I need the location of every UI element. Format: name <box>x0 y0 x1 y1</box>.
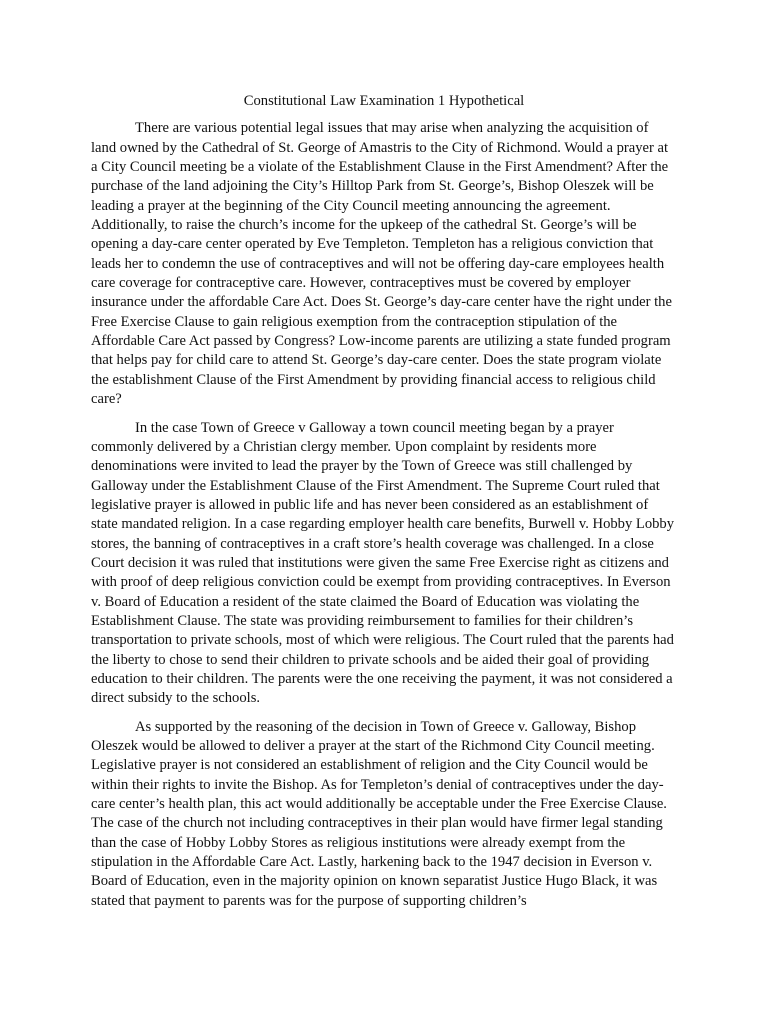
paragraph-intro: There are various potential legal issues that may arise when analyzing the acquisition of land owned by the Cathedral of St. George of Amastris to the City of Richmond. Would a prayer at a City Council meeting be a violate of the Establishment Clause in the First Amendment? After the purchase of the land adjoining the City’s Hilltop Park from St. George’s, Bishop Oleszek will be leading a prayer at the beginning of the City Council meeting announcing the agreement. Additionally, to raise the church’s income for the upkeep of the cathedral St. George’s will be opening a day-care center operated by Eve Templeton. Templeton has a religious conviction that leads her to condemn the use of contraceptives and will not be offering day-care employees health care coverage for contraceptive care. However, contraceptives must be covered by employer insurance under the affordable Care Act. Does St. George’s day-care center have the right under the Free Exercise Clause to gain religious exemption from the contraception stipulation of the Affordable Care Act passed by Congress? Low-income parents are utilizing a state funded program that helps pay for child care to attend St. George’s day-care center. Does the state program violate the establishment Clause of the First Amendment by providing financial access to religious child care? <box>91 120 672 408</box>
document-page <box>91 92 677 920</box>
paragraph-case-law: In the case Town of Greece v Galloway a town council meeting began by a prayer commonly delivered by a Christian clergy member. Upon complaint by residents more denominations were invited to lead the prayer by the Town of Greece was still challenged by Galloway under the Establishment Clause of the First Amendment. The Supreme Court ruled that legislative prayer is allowed in public life and has never been considered as an establishment of state mandated religion. In a case regarding employer health care benefits, Burwell v. Hobby Lobby stores, the banning of contraceptives in a craft store’s health coverage was challenged. In a close Court decision it was ruled that institutions were given the same Free Exercise right as citizens and with proof of deep religious conviction could be exempt from providing contraceptives. In Everson v. Board of Education a resident of the state claimed the Board of Education was violating the Establishment Clause. The state was providing reimbursement to families for their children’s transportation to private schools, most of which were religious. The Court ruled that the parents had the liberty to chose to send their children to private schools and be aided their goal of providing education to their children. The parents were the one receiving the payment, it was not considered a direct subsidy to the schools. <box>91 419 675 707</box>
document-title: Constitutional Law Examination 1 Hypothetical <box>243 93 525 109</box>
paragraph-analysis: As supported by the reasoning of the decision in Town of Greece v. Galloway, Bishop Oleszek would be allowed to deliver a prayer at the start of the Richmond City Council meeting. Legislative prayer is not considered an establishment of religion and the City Council would be within their rights to invite the Bishop. As for Templeton’s denial of contraceptives under the day-care center’s health plan, this act would additionally be acceptable under the Free Exercise Clause. The case of the church not including contraceptives in their plan would have firmer legal standing than the case of Hobby Lobby Stores as religious institutions were already exempt from the stipulation in the Affordable Care Act. Lastly, harkening back to the 1947 decision in Everson v. Board of Education, even in the majority opinion on known separatist Justice Hugo Black, it was stated that payment to parents was for the purpose of supporting children’s <box>91 718 667 909</box>
